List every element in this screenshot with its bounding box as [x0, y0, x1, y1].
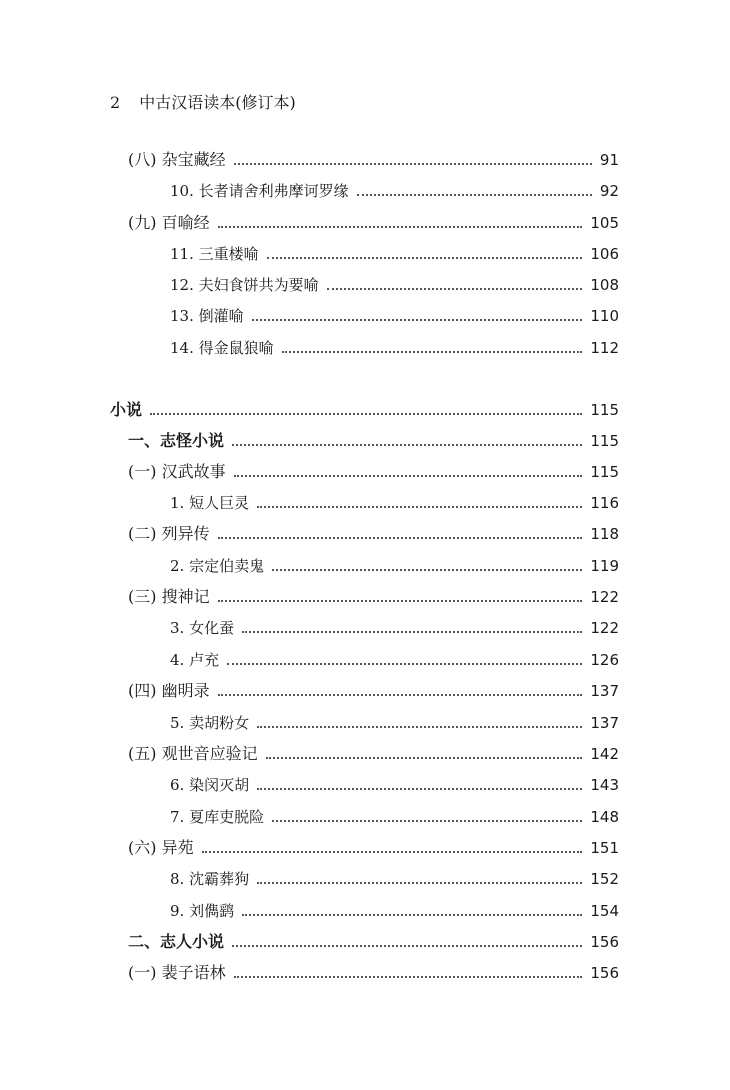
toc-entry-title: (一) 汉武故事	[128, 462, 226, 481]
toc-entry-page: 108	[590, 276, 619, 294]
toc-entry-page: 115	[590, 401, 619, 419]
toc-entry-title: 9. 刘儁鹞	[170, 902, 235, 920]
toc-entry-page: 137	[590, 714, 619, 732]
dot-leader	[150, 400, 582, 420]
toc-entry-page: 91	[599, 151, 619, 169]
toc-entry-title: 8. 沈霸葬狗	[170, 870, 250, 888]
dot-leader	[242, 901, 582, 921]
toc-entry	[170, 489, 619, 513]
toc-entry-page: 137	[590, 682, 619, 700]
toc-entry-page: 118	[590, 525, 619, 543]
toc-entry-page: 156	[590, 933, 619, 951]
toc-entry	[110, 396, 619, 420]
toc-entry-page: 148	[590, 808, 619, 826]
dot-leader	[232, 431, 582, 451]
toc-entry	[170, 334, 619, 358]
dot-leader	[327, 275, 583, 295]
toc-entry-page: 106	[590, 245, 619, 263]
header-page-number: 2	[110, 93, 121, 112]
dot-leader	[218, 213, 583, 233]
toc-entry-page: 143	[590, 776, 619, 794]
toc-entry-title: (六) 异苑	[128, 838, 194, 857]
header-book-title: 中古汉语读本(修订本)	[139, 93, 296, 112]
dot-leader	[218, 681, 583, 701]
toc-entry	[128, 583, 619, 607]
toc-entry-title: 7. 夏库吏脱险	[170, 808, 265, 826]
dot-leader	[252, 306, 583, 326]
toc-entry	[128, 959, 619, 983]
dot-leader	[257, 493, 582, 513]
toc-entry-page: 152	[590, 870, 619, 888]
toc-entry	[128, 677, 619, 701]
toc-entry	[170, 709, 619, 733]
dot-leader	[218, 524, 583, 544]
dot-leader	[218, 587, 583, 607]
toc-entry-title: (四) 幽明录	[128, 681, 210, 700]
dot-leader	[234, 150, 592, 170]
toc-entry	[128, 740, 619, 764]
toc-entry-page: 122	[590, 619, 619, 637]
toc-entry-page: 110	[590, 307, 619, 325]
dot-leader	[266, 744, 583, 764]
dot-leader	[257, 869, 582, 889]
dot-leader	[202, 838, 583, 858]
toc-entry	[128, 458, 619, 482]
toc-entry-page: 156	[590, 964, 619, 982]
dot-leader	[234, 462, 583, 482]
dot-leader	[267, 244, 583, 264]
toc-entry	[170, 302, 619, 326]
toc-entry	[170, 177, 619, 201]
toc-entry-title: 5. 卖胡粉女	[170, 714, 250, 732]
toc-entry-page: 105	[590, 214, 619, 232]
dot-leader	[227, 650, 582, 670]
toc-entry-title: 6. 染闵灭胡	[170, 776, 250, 794]
dot-leader	[272, 807, 582, 827]
toc-entry-title: (二) 列异传	[128, 524, 210, 543]
toc-entry-title: (九) 百喻经	[128, 213, 210, 232]
toc-entry-page: 151	[590, 839, 619, 857]
toc-entry	[128, 520, 619, 544]
toc-entry-title: 二、志人小说	[128, 932, 225, 951]
toc-entry-page: 116	[590, 494, 619, 512]
dot-leader	[234, 963, 583, 983]
toc-entry	[128, 928, 619, 952]
toc-entry	[170, 271, 619, 295]
toc-entry-page: 119	[590, 557, 619, 575]
toc-entry-page: 126	[590, 651, 619, 669]
dot-leader	[357, 181, 592, 201]
toc-entry	[128, 427, 619, 451]
toc-entry-title: 14. 得金鼠狼喻	[170, 339, 274, 357]
toc-entry-title: 3. 女化蚕	[170, 619, 235, 637]
toc-entry	[170, 614, 619, 638]
dot-leader	[272, 556, 582, 576]
dot-leader	[257, 713, 582, 733]
toc-entry	[128, 834, 619, 858]
toc-entry	[170, 897, 619, 921]
toc-entry-title: (八) 杂宝藏经	[128, 150, 226, 169]
toc-entry-title: 小说	[110, 400, 143, 419]
toc-entry-page: 142	[590, 745, 619, 763]
toc-entry-page: 112	[590, 339, 619, 357]
toc-entry-page: 115	[590, 463, 619, 481]
toc-entry	[170, 771, 619, 795]
toc-entry	[128, 146, 619, 170]
toc-entry-page: 154	[590, 902, 619, 920]
toc-entry	[170, 646, 619, 670]
toc-entry-title: 4. 卢充	[170, 651, 220, 669]
toc-entry-title: (三) 搜神记	[128, 587, 210, 606]
toc-entry	[170, 865, 619, 889]
dot-leader	[282, 338, 583, 358]
toc-entry-title: (一) 裴子语林	[128, 963, 226, 982]
toc-entry-page: 115	[590, 432, 619, 450]
toc-entry	[170, 240, 619, 264]
toc-entry-page: 122	[590, 588, 619, 606]
toc-entry	[170, 803, 619, 827]
toc-entry-title: 10. 长者请舍利弗摩诃罗缘	[170, 182, 349, 200]
dot-leader	[242, 618, 582, 638]
toc-entry	[170, 552, 619, 576]
toc-entry-title: 12. 夫妇食饼共为要喻	[170, 276, 319, 294]
toc-entry-page: 92	[599, 182, 619, 200]
toc-entry-title: 11. 三重楼喻	[170, 245, 259, 263]
toc-entry-title: 2. 宗定伯卖鬼	[170, 557, 265, 575]
toc-entry-title: 1. 短人巨灵	[170, 494, 250, 512]
dot-leader	[257, 775, 582, 795]
toc-entry	[128, 209, 619, 233]
toc-entry-title: 13. 倒灌喻	[170, 307, 244, 325]
dot-leader	[232, 932, 582, 952]
toc-entry-title: 一、志怪小说	[128, 431, 225, 450]
toc-entry-title: (五) 观世音应验记	[128, 744, 258, 763]
